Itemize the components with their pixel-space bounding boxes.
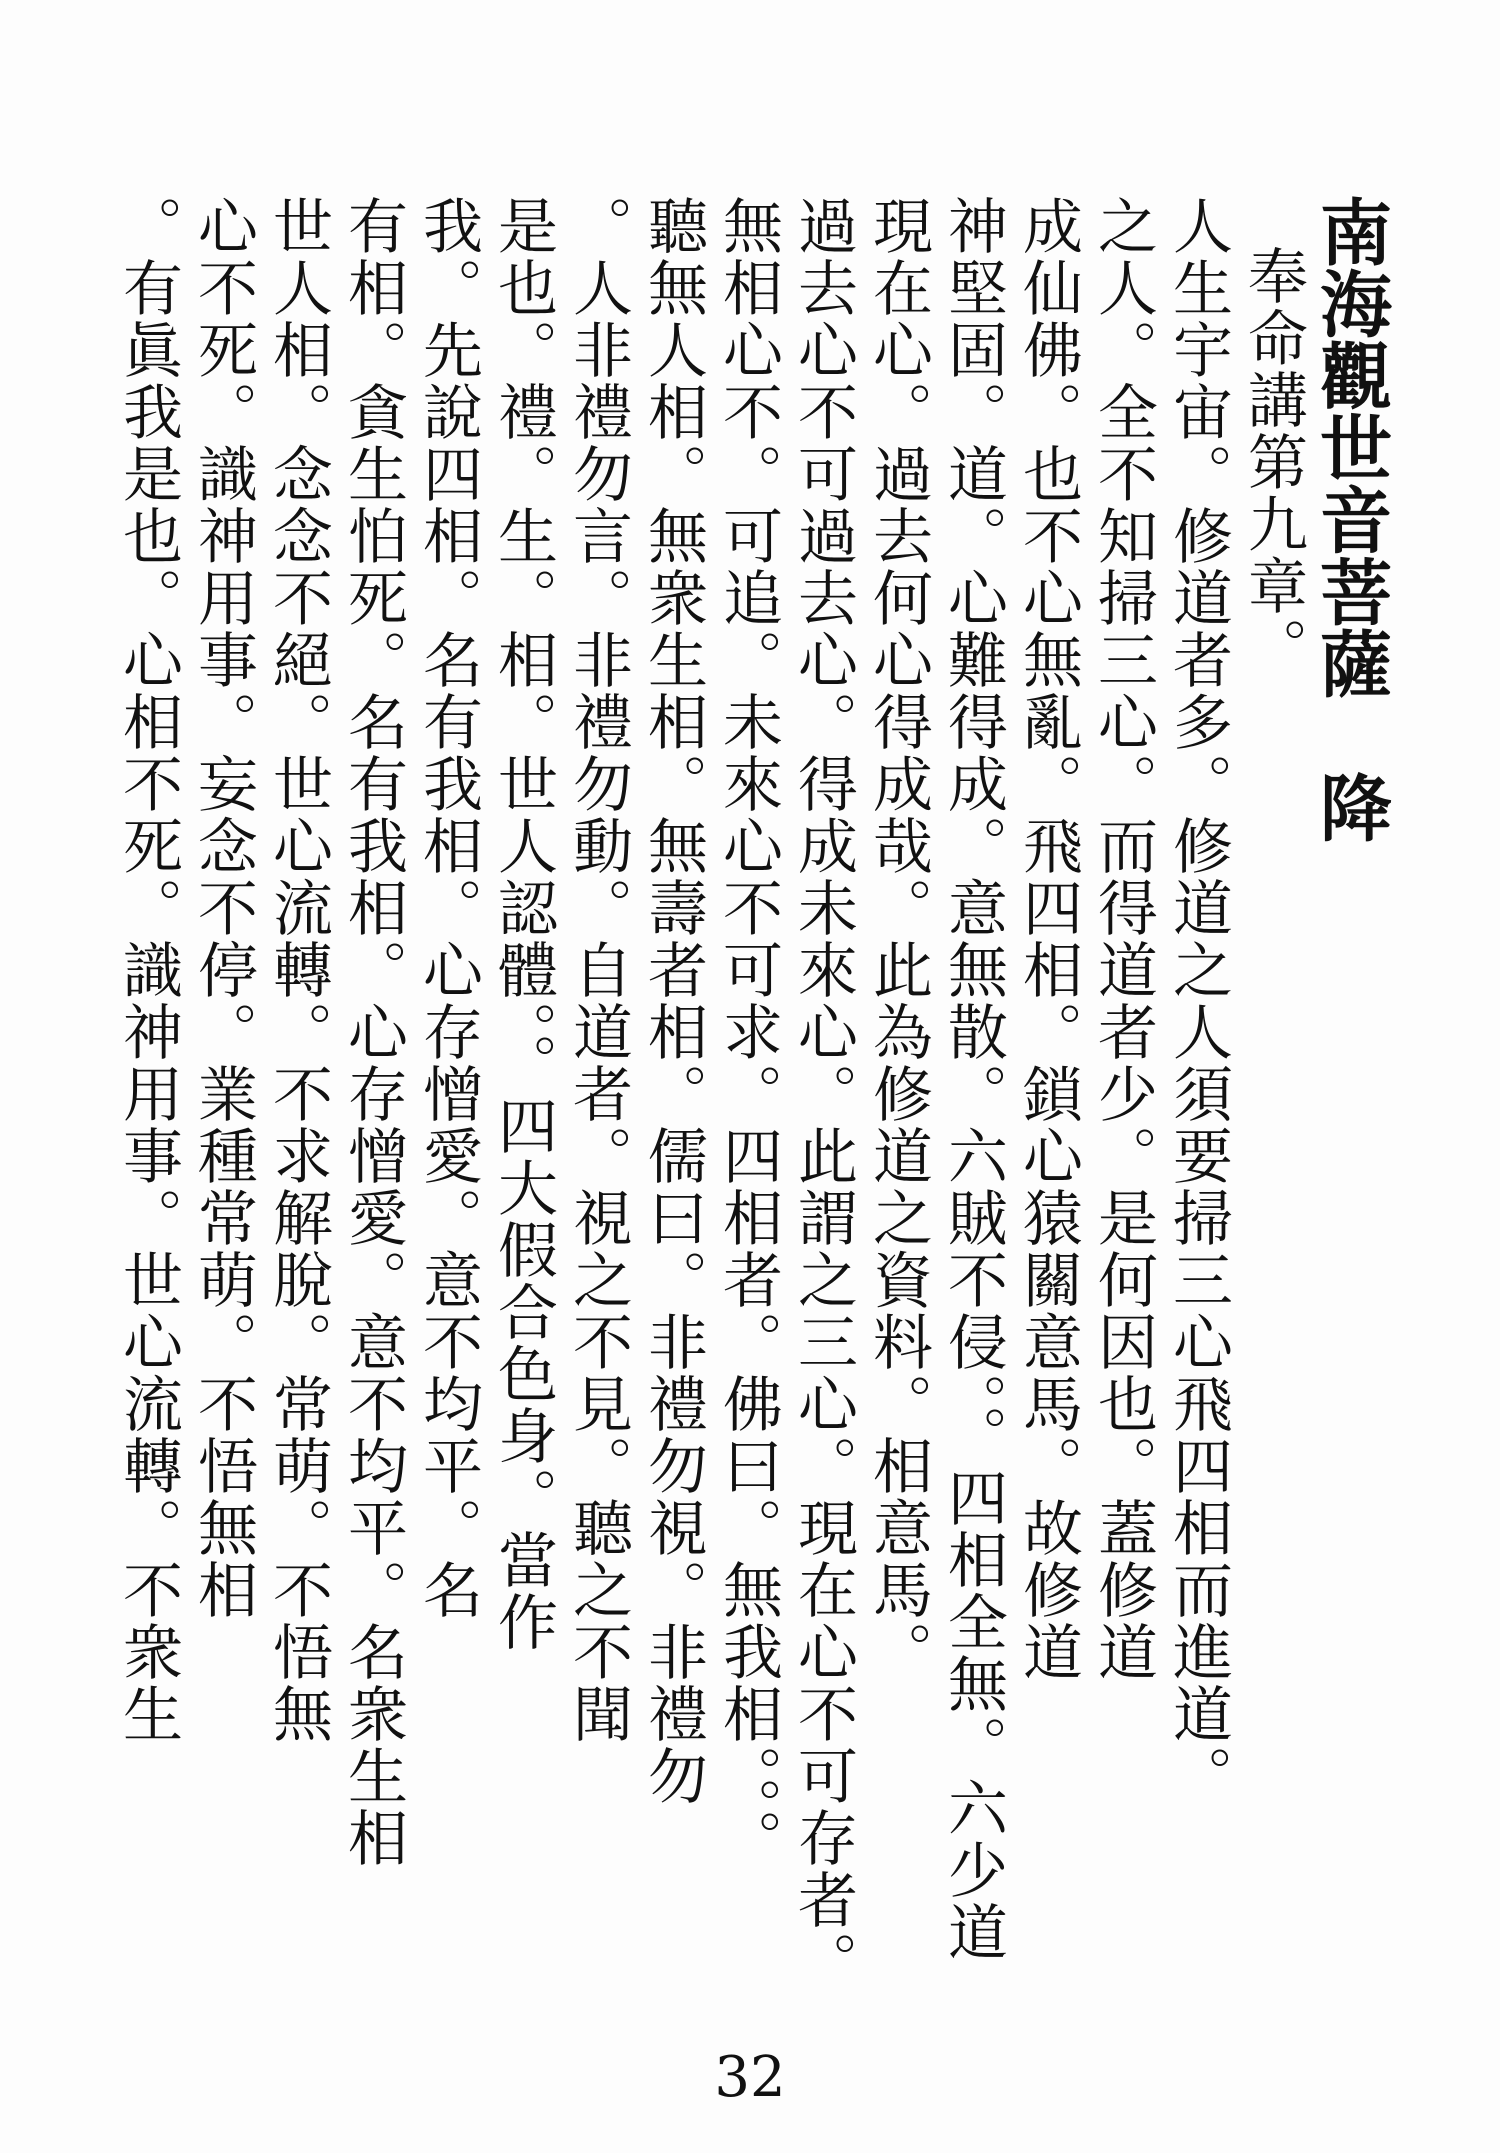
vertical-text-block: [110, 195, 1392, 2005]
text-column-16: 。有眞我是也。心相不死。識神用事。世心流轉。不衆生: [113, 195, 183, 1745]
text-column-8: 無相心不。可追。未來心不可求。四相者。佛曰。無我相。。。: [713, 195, 783, 1871]
text-column-14: 世人相。念念不絕。世心流轉。不求解脫。常萌。不悟無: [263, 195, 333, 1745]
text-column-12: 我。先說四相。名有我相。心存憎愛。意不均平。名: [413, 195, 483, 1621]
text-column-9: 聽無人相。無衆生相。無壽者相。儒曰。非禮勿視。非禮勿: [638, 195, 708, 1807]
text-column-2: 人生宇宙。修道者多。修道之人須要掃三心飛四相而進道。: [1163, 195, 1233, 1807]
text-column-1: 奉命講第九章。: [1238, 245, 1308, 679]
text-column-4: 成仙佛。也不心無亂。飛四相。鎖心猿關意馬。故修道: [1013, 195, 1083, 1683]
text-column-15: 心不死。識神用事。妄念不停。業種常萌。不悟無相: [188, 195, 258, 1621]
text-column-7: 過去心不可過去心。得成未來心。此謂之三心。現在心不可存者。: [788, 195, 858, 1993]
text-column-3: 之人。全不知掃三心。而得道者少。是何因也。蓋修道: [1088, 195, 1158, 1683]
chapter-title: 南海觀世音菩薩 降: [1308, 195, 1392, 843]
text-column-13: 有相。貪生怕死。名有我相。心存憎愛。意不均平。名衆生相: [338, 195, 408, 1869]
text-column-11: 是也。禮。生。相。世人認體。。四大假合色身。當作: [488, 195, 558, 1653]
text-column-5: 神堅固。道。心難得成。意無散。六賊不侵。。四相全無。六少道: [938, 195, 1008, 1963]
vertical-text-flow: [110, 195, 1390, 2005]
text-column-6: 現在心。過去何心得成哉。此為修道之資料。相意馬。: [863, 195, 933, 1683]
text-column-10: 。人非禮勿言。非禮勿動。自道者。視之不見。聽之不聞: [563, 195, 633, 1745]
page-number: 32: [714, 2045, 786, 2110]
